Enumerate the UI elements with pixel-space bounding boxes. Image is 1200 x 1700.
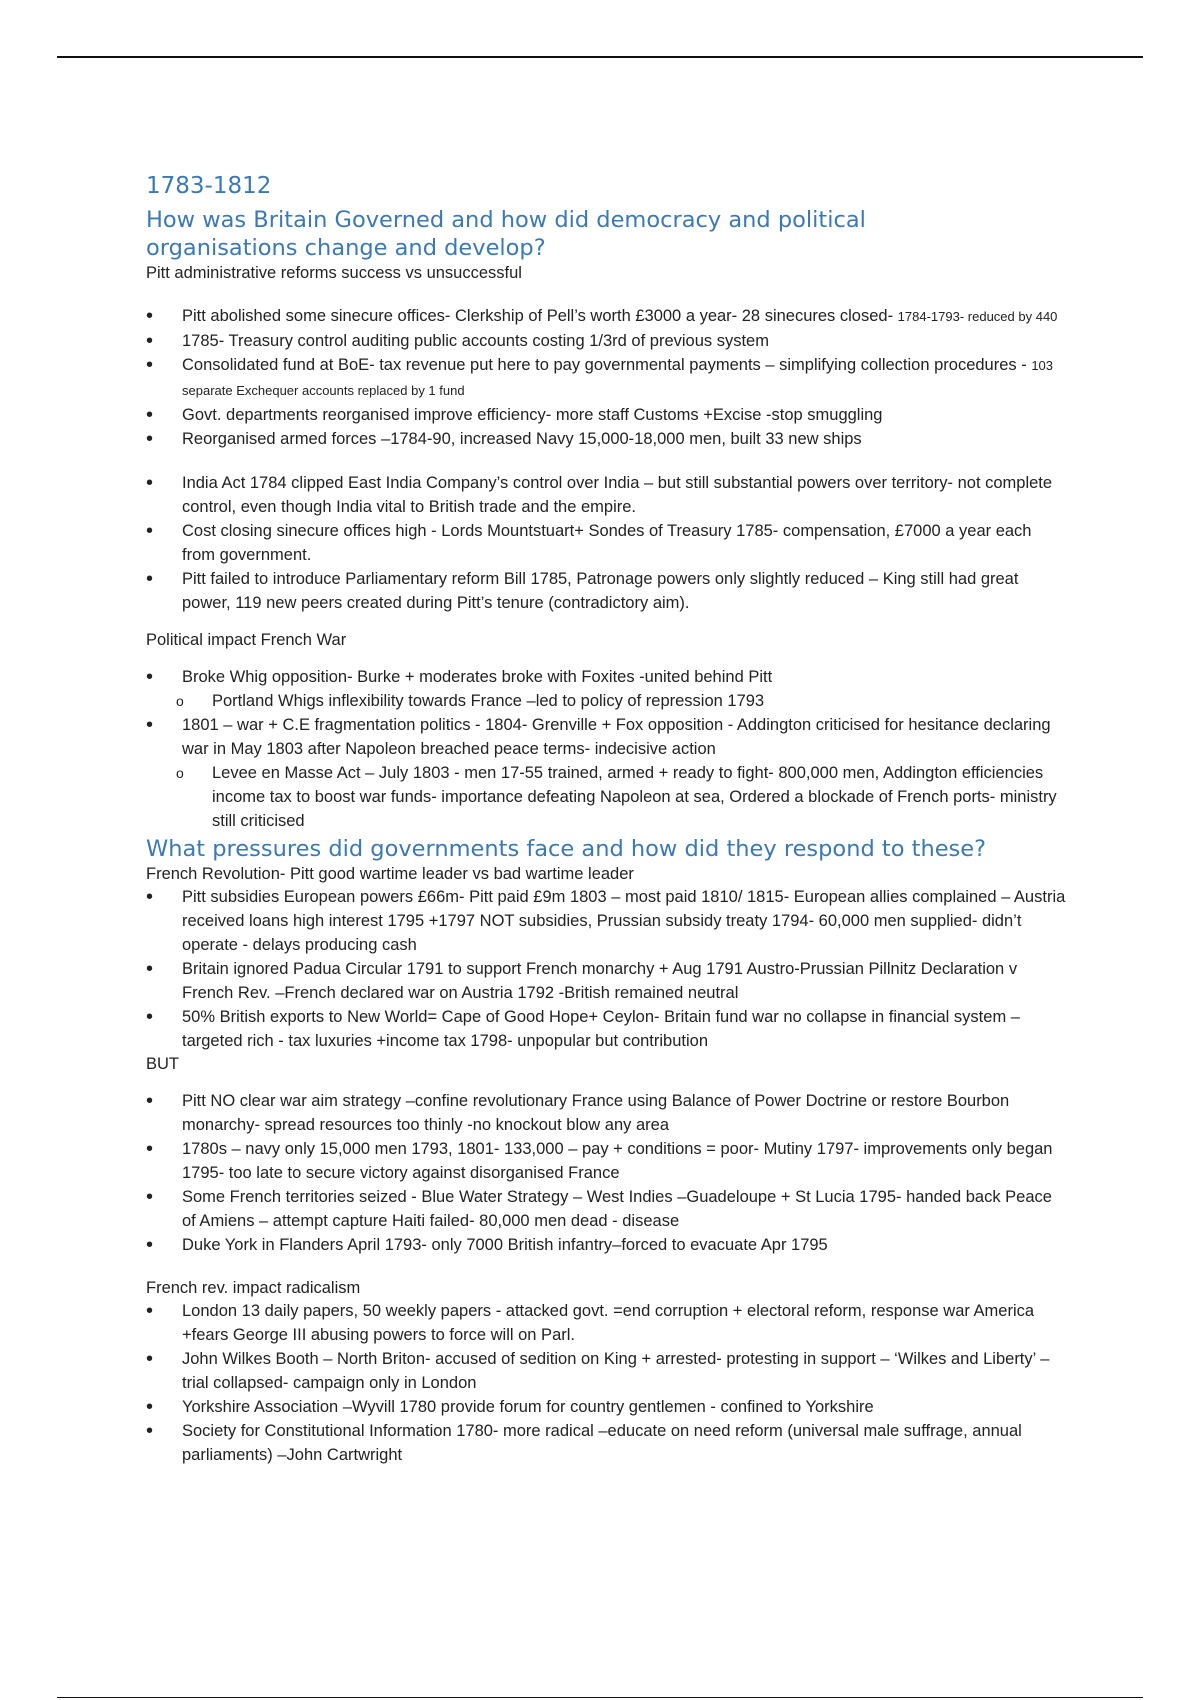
list-item: • 1780s – navy only 15,000 men 1793, 1801- 133,000 – pay + conditions = poor- Mutiny 1797- improvements only began 1795- too late to secure victory against disorganised France	[146, 1137, 1066, 1185]
list-item: • Yorkshire Association –Wyvill 1780 provide forum for country gentlemen - confined to Yorkshire	[146, 1395, 1066, 1419]
list-item: • John Wilkes Booth – North Briton- accused of sedition on King + arrested- protesting in support – ‘Wilkes and Liberty’ – trial collapsed- campaign only in London	[146, 1347, 1066, 1395]
sub-list-item: o Levee en Masse Act – July 1803 - men 17-55 trained, armed + ready to fight- 800,000 men, Addington efficiencies income tax to boost war funds- importance defeating Napoleon at sea, Ordered a blockade of French ports- ministry still criticised	[146, 761, 1066, 833]
war-list	[146, 665, 1066, 833]
footer-rule	[57, 1697, 1143, 1698]
list-item: • Pitt failed to introduce Parliamentary reform Bill 1785, Patronage powers only slightly reduced – King still had great power, 119 new peers created during Pitt’s tenure (contradictory aim).	[146, 567, 1066, 615]
list-item: • Society for Constitutional Information 1780- more radical –educate on need reform (universal male suffrage, annual parliaments) –John Cartwright	[146, 1419, 1066, 1467]
unsuccess-list	[146, 471, 1066, 615]
list-item: • 1785- Treasury control auditing public accounts costing 1/3rd of previous system	[146, 329, 1066, 353]
document-body	[146, 172, 1066, 1467]
subhead-french-war: Political impact French War	[146, 631, 347, 649]
list-item: • India Act 1784 clipped East India Company’s control over India – but still substantial powers over territory- not complete control, even though India vital to British trade and the empire.	[146, 471, 1066, 519]
list-item: • Some French territories seized - Blue Water Strategy – West Indies –Guadeloupe + St Lucia 1795- handed back Peace of Amiens – attempt capture Haiti failed- 80,000 men dead - disease	[146, 1185, 1066, 1233]
list-item: • Broke Whig opposition- Burke + moderates broke with Foxites -united behind Pitt	[146, 665, 1066, 689]
section-title-governance: How was Britain Governed and how did democracy and political organisations change and develop?	[146, 207, 866, 261]
list-item: • Britain ignored Padua Circular 1791 to support French monarchy + Aug 1791 Austro-Prussian Pillnitz Declaration v French Rev. –French declared war on Austria 1792 -British remained neutral	[146, 957, 1066, 1005]
bad-leader-list	[146, 1089, 1066, 1257]
subhead-pitt-reforms: Pitt administrative reforms success vs unsuccessful	[146, 264, 522, 282]
list-item: • Pitt subsidies European powers £66m- Pitt paid £9m 1803 – most paid 1810/ 1815- European allies complained – Austria received loans high interest 1795 +1797 NOT subsidies, Prussian subsidy treaty 1794- 60,000 men supplied- didn’t operate - delays producing cash	[146, 885, 1066, 957]
year-heading: 1783-1812	[146, 173, 272, 199]
sub-list-item: o Portland Whigs inflexibility towards France –led to policy of repression 1793	[146, 689, 1066, 713]
list-item: • London 13 daily papers, 50 weekly papers - attacked govt. =end corruption + electoral reform, response war America +fears George III abusing powers to force will on Parl.	[146, 1299, 1066, 1347]
header-rule	[57, 56, 1143, 58]
list-item: • Pitt abolished some sinecure offices- Clerkship of Pell’s worth £3000 a year- 28 sinecures closed- 1784-1793- reduced by 440	[146, 304, 1066, 329]
list-item: • Consolidated fund at BoE- tax revenue put here to pay governmental payments – simplifying collection procedures - 103 separate Exchequer accounts replaced by 1 fund	[146, 353, 1066, 403]
list-item: • Cost closing sinecure offices high - Lords Mountstuart+ Sondes of Treasury 1785- compensation, £7000 a year each from government.	[146, 519, 1066, 567]
list-item: • Pitt NO clear war aim strategy –confine revolutionary France using Balance of Power Doctrine or restore Bourbon monarchy- spread resources too thinly -no knockout blow any area	[146, 1089, 1066, 1137]
section-title-pressures: What pressures did governments face and how did they respond to these?	[146, 836, 987, 862]
list-item: • Govt. departments reorganised improve efficiency- more staff Customs +Excise -stop smuggling	[146, 403, 1066, 427]
but-label: BUT	[146, 1055, 179, 1073]
list-item: • 1801 – war + C.E fragmentation politics - 1804- Grenville + Fox opposition - Addington criticised for hesitance declaring war in May 1803 after Napoleon breached peace terms- indecisive action	[146, 713, 1066, 761]
subhead-radicalism: French rev. impact radicalism	[146, 1279, 361, 1297]
good-leader-list	[146, 885, 1066, 1053]
list-item: • Duke York in Flanders April 1793- only 7000 British infantry–forced to evacuate Apr 1795	[146, 1233, 1066, 1257]
radicalism-list	[146, 1299, 1066, 1467]
success-list	[146, 304, 1066, 451]
list-item: • 50% British exports to New World= Cape of Good Hope+ Ceylon- Britain fund war no collapse in financial system – targeted rich - tax luxuries +income tax 1798- unpopular but contribution	[146, 1005, 1066, 1053]
list-item: • Reorganised armed forces –1784-90, increased Navy 15,000-18,000 men, built 33 new ships	[146, 427, 1066, 451]
subhead-french-revolution: French Revolution- Pitt good wartime leader vs bad wartime leader	[146, 865, 634, 883]
